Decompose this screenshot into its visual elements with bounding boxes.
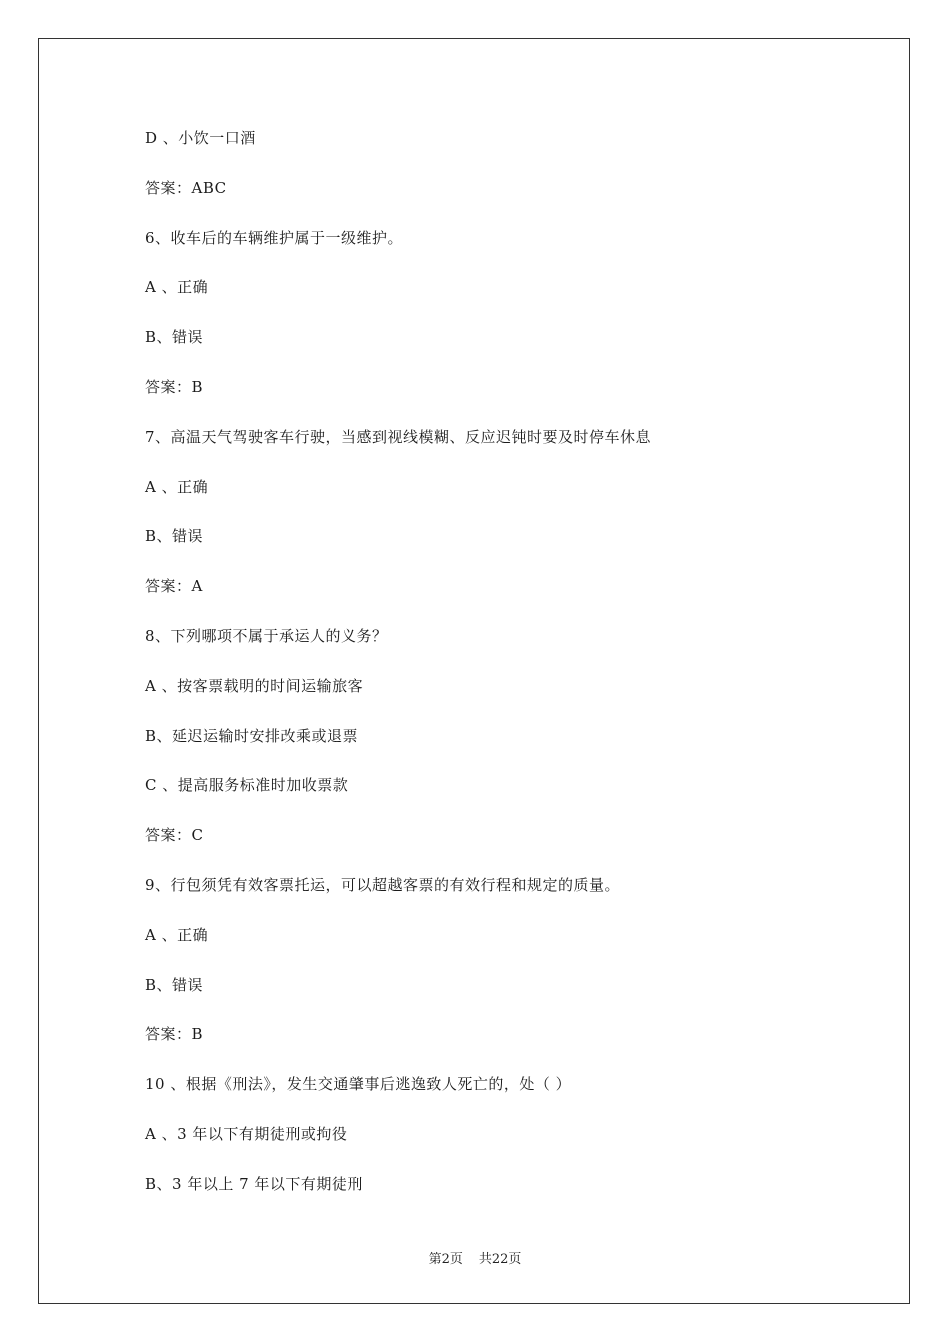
- question-list: [145, 126, 885, 1222]
- answer-6: 答案：B: [145, 377, 204, 396]
- q7-option-a: A 、正确: [145, 477, 209, 496]
- answer-8: 答案：C: [145, 826, 204, 845]
- question-8: 8、下列哪项不属于承运人的义务？: [145, 626, 388, 645]
- question-9: 9、行包须凭有效客票托运，可以超越客票的有效行程和规定的质量。: [145, 875, 621, 894]
- q9-option-a: A 、正确: [145, 925, 209, 944]
- q8-option-c: C 、提高服务标准时加收票款: [145, 776, 349, 795]
- page-number: 第2页: [428, 1252, 463, 1267]
- page-footer: [0, 1248, 950, 1267]
- q8-option-b: B、延迟运输时安排改乘或退票: [145, 726, 359, 745]
- q6-option-b: B、错误: [145, 328, 204, 347]
- q10-option-a: A 、3 年以下有期徒刑或拘役: [145, 1124, 348, 1143]
- question-10: 10 、根据《刑法》，发生交通肇事后逃逸致人死亡的，处（ ）: [145, 1075, 572, 1094]
- question-7: 7、高温天气驾驶客车行驶，当感到视线模糊、反应迟钝时要及时停车休息: [145, 427, 652, 446]
- answer-7: 答案：A: [145, 577, 203, 596]
- question-6: 6、收车后的车辆维护属于一级维护。: [145, 228, 404, 247]
- answer-5: 答案：ABC: [145, 178, 227, 197]
- q6-option-a: A 、正确: [145, 278, 209, 297]
- q8-option-a: A 、按客票载明的时间运输旅客: [145, 676, 364, 695]
- answer-9: 答案：B: [145, 1025, 204, 1044]
- page-total: 共22页: [478, 1252, 522, 1267]
- q7-option-b: B、错误: [145, 527, 204, 546]
- q10-option-b: B、3 年以上 7 年以下有期徒刑: [145, 1174, 363, 1193]
- option-d: D 、小饮一口酒: [145, 129, 256, 147]
- q9-option-b: B、错误: [145, 975, 204, 994]
